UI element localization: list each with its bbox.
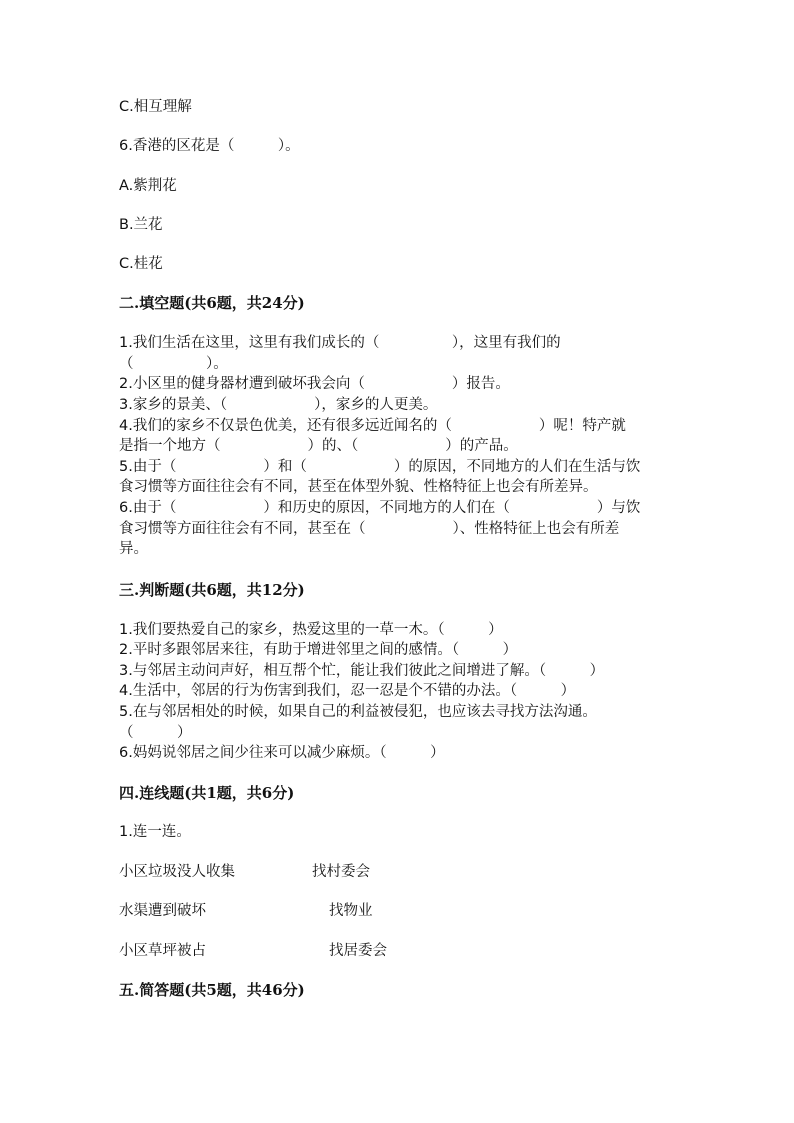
q6-option-c: C.桂花 [119,256,163,272]
match-left-item: 水渠遭到破坏 [119,903,206,919]
q6-stem: 6.香港的区花是（ ）。 [119,138,300,154]
fill-line: 4.我们的家乡不仅景色优美，还有很多远近闻名的（ ）呢！特产就 [119,418,626,434]
q6-option-a: A.紫荆花 [119,178,177,194]
fill-line: 3.家乡的景美、（ ），家乡的人更美。 [119,397,438,413]
fill-line: 6.由于（ ）和历史的原因，不同地方的人们在（ ）与饮 [119,500,641,516]
judge-line: 5.在与邻居相处的时候，如果自己的利益被侵犯，也应该去寻找方法沟通。 [119,704,597,720]
judge-line: 6.妈妈说邻居之间少往来可以减少麻烦。（ ） [119,745,445,761]
judge-line: （ ） [119,725,192,741]
match-right-item: 找物业 [329,903,373,919]
match-left-item: 小区垃圾没人收集 [119,864,235,880]
match-right-item: 找村委会 [312,864,370,880]
fill-line: （ ）。 [119,356,228,372]
fill-line: 1.我们生活在这里，这里有我们成长的（ ），这里有我们的 [119,335,561,351]
judge-line: 4.生活中，邻居的行为伤害到我们，忍一忍是个不错的办法。（ ） [119,683,576,699]
match-stem: 1.连一连。 [119,824,191,840]
section4-heading: 四.连线题(共1题，共6分) [119,784,295,802]
q6-option-b: B.兰花 [119,217,163,233]
fill-line: 食习惯等方面往往会有不同，甚至在（ ）、性格特征上也会有所差 [119,521,620,537]
fill-line: 是指一个地方（ ）的、（ ）的产品。 [119,438,518,454]
match-right-item: 找居委会 [329,943,387,959]
section5-heading: 五.简答题(共5题，共46分) [119,981,305,999]
fill-line: 异。 [119,541,148,557]
q5-option-c: C.相互理解 [119,99,192,115]
judge-line: 2.平时多跟邻居来往，有助于增进邻里之间的感情。（ ） [119,642,518,658]
judge-line: 3.与邻居主动问声好，相互帮个忙，能让我们彼此之间增进了解。（ ） [119,663,605,679]
judge-line: 1.我们要热爱自己的家乡，热爱这里的一草一木。（ ） [119,622,503,638]
fill-line: 5.由于（ ）和（ ）的原因，不同地方的人们在生活与饮 [119,459,641,475]
fill-line: 食习惯等方面往往会有不同，甚至在体型外貌、性格特征上也会有所差异。 [119,479,598,495]
match-left-item: 小区草坪被占 [119,943,206,959]
section3-heading: 三.判断题(共6题，共12分) [119,581,305,599]
fill-line: 2.小区里的健身器材遭到破坏我会向（ ）报告。 [119,376,510,392]
section2-heading: 二.填空题(共6题，共24分) [119,294,305,312]
